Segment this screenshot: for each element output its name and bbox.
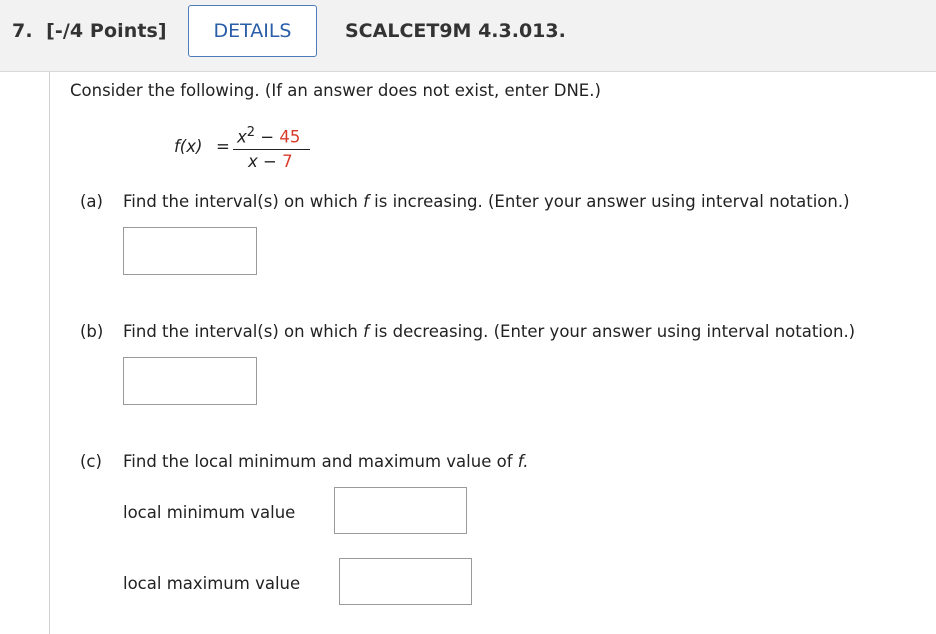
numerator-constant: 45 bbox=[279, 127, 301, 147]
part-b-label: (b) bbox=[80, 322, 104, 341]
local-min-label: local minimum value bbox=[123, 503, 296, 522]
fraction-bar bbox=[233, 149, 310, 150]
part-c-prompt bbox=[123, 452, 529, 471]
fraction-numerator bbox=[237, 125, 300, 147]
problem-id: SCALCET9M 4.3.013. bbox=[345, 20, 566, 42]
part-b-text-before: Find the interval(s) on which bbox=[123, 322, 358, 341]
part-c-label: (c) bbox=[80, 452, 102, 471]
local-max-input[interactable] bbox=[339, 558, 472, 605]
numerator-minus: − bbox=[260, 127, 275, 147]
question-header bbox=[0, 0, 936, 72]
part-b-text-after: is decreasing. (Enter your answer using interval notation.) bbox=[374, 322, 856, 341]
local-min-input[interactable] bbox=[334, 487, 467, 534]
points-label: [-/4 Points] bbox=[46, 20, 167, 42]
part-a-prompt bbox=[123, 192, 850, 211]
part-b-variable: f bbox=[363, 322, 369, 341]
denominator-constant: 7 bbox=[282, 152, 293, 171]
part-b-prompt bbox=[123, 322, 855, 341]
question-number: 7. bbox=[12, 20, 33, 42]
denominator-minus: − bbox=[263, 152, 277, 171]
question-points bbox=[12, 20, 167, 42]
part-c-variable: f. bbox=[517, 452, 529, 471]
denominator-variable: x bbox=[248, 152, 258, 171]
part-a-variable: f bbox=[363, 192, 369, 211]
part-a-label: (a) bbox=[80, 192, 103, 211]
function-equals: = bbox=[216, 137, 230, 156]
part-a-text-before: Find the interval(s) on which bbox=[123, 192, 358, 211]
details-button[interactable]: DETAILS bbox=[188, 5, 317, 57]
part-c-text-before: Find the local minimum and maximum value of bbox=[123, 452, 513, 471]
local-max-label: local maximum value bbox=[123, 574, 301, 593]
function-lhs: f(x) bbox=[174, 137, 203, 156]
numerator-exponent: 2 bbox=[246, 125, 256, 140]
question-content bbox=[49, 72, 936, 634]
intro-text: Consider the following. (If an answer does not exist, enter DNE.) bbox=[70, 81, 601, 100]
fraction-denominator bbox=[248, 152, 293, 171]
numerator-variable: x bbox=[237, 127, 247, 147]
part-a-text-after: is increasing. (Enter your answer using interval notation.) bbox=[374, 192, 850, 211]
part-a-answer-input[interactable] bbox=[123, 227, 257, 275]
part-b-answer-input[interactable] bbox=[123, 357, 257, 405]
